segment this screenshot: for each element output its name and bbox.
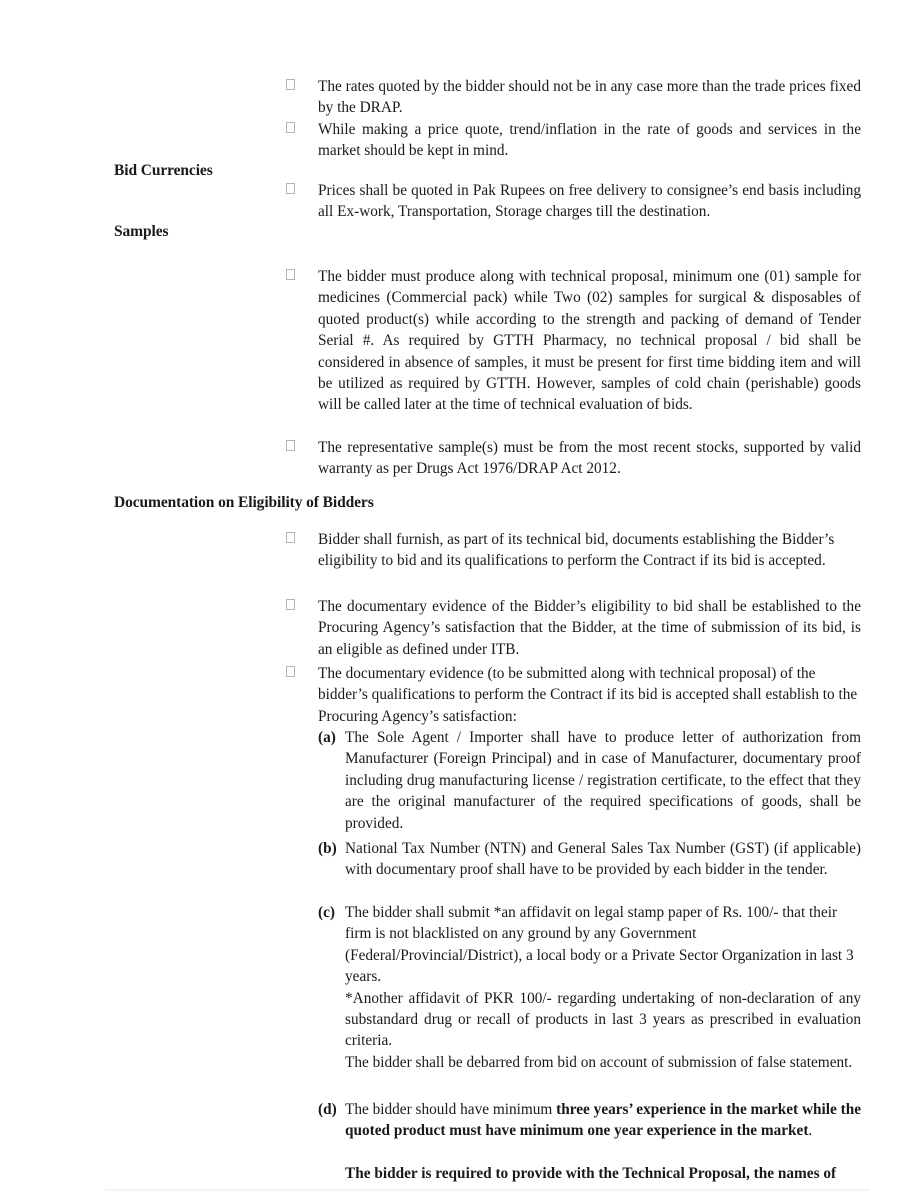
lettered-item-d: [318, 1099, 861, 1142]
section-heading-samples: Samples: [114, 223, 169, 240]
list-item-text: While making a price quote, trend/inflation in the rate of goods and services in the market should be kept in mind.: [318, 121, 861, 160]
list-item-text: The representative sample(s) must be from the most recent stocks, supported by valid warranty as per Drugs Act 1976/DRAP Act 2012.: [318, 439, 861, 478]
lettered-item-text: The Sole Agent / Importer shall have to produce letter of authorization from Manufacturer (Foreign Principal) and in case of Manufacturer, documentary proof including drug manufacturing license / registration certificate, to the effect that they are the original manufacturer of the required specifications of goods, shall be provided.: [345, 729, 861, 832]
lettered-item-text: [345, 1099, 861, 1142]
list-item: [286, 119, 861, 162]
lettered-item-marker: (b): [318, 840, 337, 857]
square-bullet-icon: [286, 599, 295, 610]
lettered-item-c: [318, 902, 861, 1073]
list-item: [286, 596, 861, 660]
lettered-item-text-part2: *Another affidavit of PKR 100/- regarding undertaking of non-declaration of any substandard drug or recall of products in last 3 years as prescribed in evaluation criteria.: [345, 989, 861, 1050]
list-item: [286, 76, 861, 119]
list-item: [286, 266, 861, 416]
square-bullet-icon: [286, 183, 295, 194]
lettered-item-text-part3: The bidder shall be debarred from bid on account of submission of false statement.: [345, 1053, 853, 1071]
list-item-text: Prices shall be quoted in Pak Rupees on free delivery to consignee’s end basis including all Ex-work, Transportation, Storage charges till the destination.: [318, 182, 861, 221]
list-item: [286, 663, 861, 727]
lettered-item-d-lead: The bidder should have minimum: [345, 1101, 557, 1118]
closing-bold-line: The bidder is required to provide with the Technical Proposal, the names of: [345, 1165, 837, 1182]
lettered-item-b: [318, 838, 861, 881]
list-item-text: The documentary evidence (to be submitted along with technical proposal) of the bidder’s qualifications to perform the Contract if its bid is accepted shall establish to the Procuring Agency’s satisfaction:: [318, 665, 858, 725]
list-item-text: The bidder must produce along with technical proposal, minimum one (01) sample for medicines (Commercial pack) while Two (02) samples for surgical & disposables of quoted product(s) while according to the strength and packing of demand of Tender Serial #. As required by GTTH Pharmacy, no technical proposal / bid shall be considered in absence of samples, it must be present for first time bidding item and will be utilized as required by GTTH. However, samples of cold chain (perishable) goods will be called later at the time of technical evaluation of bids.: [318, 268, 861, 414]
square-bullet-icon: [286, 122, 295, 133]
list-item: [286, 529, 861, 572]
lettered-item-a: [318, 727, 861, 834]
lettered-item-d-bold: three years’ experience in the market while the quoted product must have minimum one year experience in the market: [345, 1101, 862, 1140]
list-item-text: The documentary evidence of the Bidder’s eligibility to bid shall be established to the Procuring Agency’s satisfaction that the Bidder, at the time of submission of its bid, is an eligible as defined under ITB.: [318, 598, 861, 658]
section-heading-bid-currencies: Bid Currencies: [114, 162, 213, 179]
square-bullet-icon: [286, 532, 295, 543]
list-item: [286, 180, 861, 223]
section-heading-documentation: Documentation on Eligibility of Bidders: [114, 494, 374, 511]
square-bullet-icon: [286, 440, 295, 451]
list-item-text: Bidder shall furnish, as part of its technical bid, documents establishing the Bidder’s eligibility to bid and its qualifications to perform the Contract if its bid is accepted.: [318, 531, 835, 570]
lettered-item-marker: (d): [318, 1101, 337, 1118]
lettered-item-d-trailing: .: [808, 1122, 813, 1140]
square-bullet-icon: [286, 269, 295, 280]
lettered-item-text: National Tax Number (NTN) and General Sales Tax Number (GST) (if applicable) with documentary proof shall have to be provided by each bidder in the tender.: [345, 840, 861, 879]
lettered-item-marker: (a): [318, 729, 336, 746]
lettered-item-marker: (c): [318, 904, 335, 921]
list-item: [286, 437, 861, 480]
list-item-text: The rates quoted by the bidder should not be in any case more than the trade prices fixed by the DRAP.: [318, 78, 861, 117]
square-bullet-icon: [286, 666, 295, 677]
lettered-item-text-part1: The bidder shall submit *an affidavit on legal stamp paper of Rs. 100/- that their firm is not blacklisted on any ground by any Government (Federal/Provincial/District), a local body or a Private Sector Organization in last 3 years.: [345, 904, 854, 986]
page-bottom-divider: [105, 1189, 870, 1191]
square-bullet-icon: [286, 79, 295, 90]
